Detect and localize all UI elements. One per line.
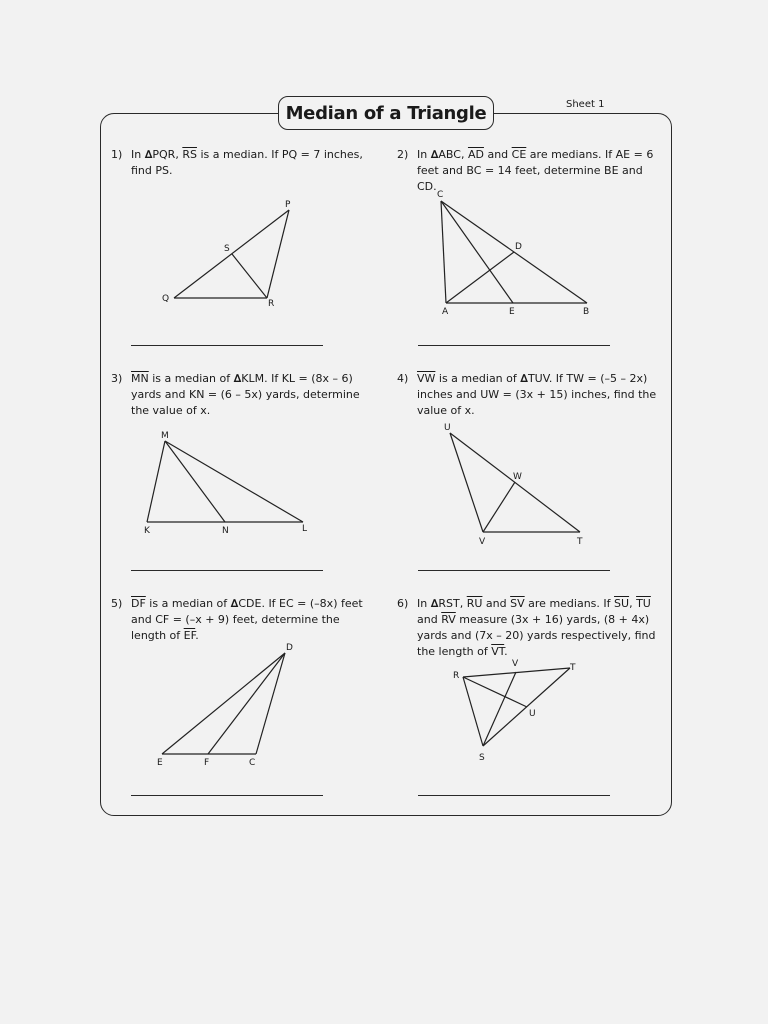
label-c: C (437, 190, 444, 200)
figure-6-triangle-rst (453, 659, 576, 763)
side-pq (174, 210, 289, 298)
median-ce (441, 201, 513, 303)
label-u: U (444, 423, 451, 433)
problem-text: $\overline{MN}$ is a median of ∆KLM. If KL = (8x – 6) yards and KN = (6 – 5x) yards, determine the value of x. (131, 372, 360, 417)
side-uv (450, 433, 483, 532)
label-s: S (224, 244, 230, 254)
problem-number: 3) (111, 372, 123, 385)
label-k: K (144, 526, 150, 536)
label-w: W (513, 472, 522, 482)
figure-2-triangle-abc (437, 190, 589, 317)
problem-number: 6) (397, 597, 409, 610)
median-sv (483, 672, 516, 746)
label-v: V (512, 659, 519, 669)
side-cd (256, 653, 285, 754)
label-v: V (479, 537, 486, 547)
problem-number: 2) (397, 148, 409, 161)
label-t: T (577, 537, 583, 547)
median-ad (446, 252, 514, 303)
figure-1-triangle-pqr (162, 200, 291, 309)
problem-text: In ∆ABC, $\overline{AD}$ and $\overline{CE}$ are medians. If AE = 6 feet and BC = 14 feet, determine BE and CD. (417, 148, 654, 193)
side-rp (267, 210, 289, 298)
side-ca (441, 201, 446, 303)
label-c: C (249, 758, 256, 768)
label-e: E (157, 758, 163, 768)
label-q: Q (162, 294, 170, 304)
label-m: M (161, 431, 169, 441)
label-e: E (509, 307, 515, 317)
label-p: P (285, 200, 291, 210)
label-b: B (583, 307, 590, 317)
problem-number: 5) (111, 597, 123, 610)
median-df (208, 653, 285, 754)
problem-number: 4) (397, 372, 409, 385)
label-n: N (222, 526, 229, 536)
label-d: D (515, 242, 522, 252)
side-rt (463, 668, 570, 677)
figure-3-triangle-klm (144, 431, 307, 536)
label-a: A (442, 307, 449, 317)
label-r: R (268, 299, 275, 309)
side-rs (463, 677, 483, 746)
figure-5-triangle-cde (157, 643, 293, 768)
problem-text: In ∆PQR, $\overline{RS}$ is a median. If PQ = 7 inches, find PS. (131, 148, 363, 177)
figure-4-triangle-tuv (444, 423, 583, 547)
label-f: F (204, 758, 210, 768)
problem-text: $\overline{DF}$ is a median of ∆CDE. If EC = (–8x) feet and CF = (–x + 9) feet, determine the length of $\overline{EF}$. (131, 597, 363, 642)
page-title: Median of a Triangle (285, 102, 487, 124)
label-u: U (529, 709, 536, 719)
median-vw (483, 482, 515, 532)
side-ed (162, 653, 285, 754)
label-l: L (302, 524, 308, 534)
median-rs (232, 254, 267, 298)
median-mn (165, 441, 225, 522)
problem-text: In ∆RST, $\overline{RU}$ and $\overline{SV}$ are medians. If $\overline{SU}$, $\overline{TU}$ and $\overline{RV}$ measure (3x + 16) yards, (8 + 4x) yards and (7x – 20) yards respectively, find the length of $\overline{VT}$. (417, 597, 656, 658)
label-s: S (479, 753, 485, 763)
label-d: D (286, 643, 293, 653)
problem-text: $\overline{VW}$ is a median of ∆TUV. If TW = (–5 – 2x) inches and UW = (3x + 15) inches, find the value of x. (417, 372, 657, 417)
label-t: T (570, 663, 576, 673)
sheet-label: Sheet 1 (566, 99, 605, 110)
side-ml (165, 441, 303, 522)
label-r: R (453, 671, 460, 681)
problem-number: 1) (111, 148, 123, 161)
median-ru (463, 677, 527, 707)
side-mk (147, 441, 165, 522)
